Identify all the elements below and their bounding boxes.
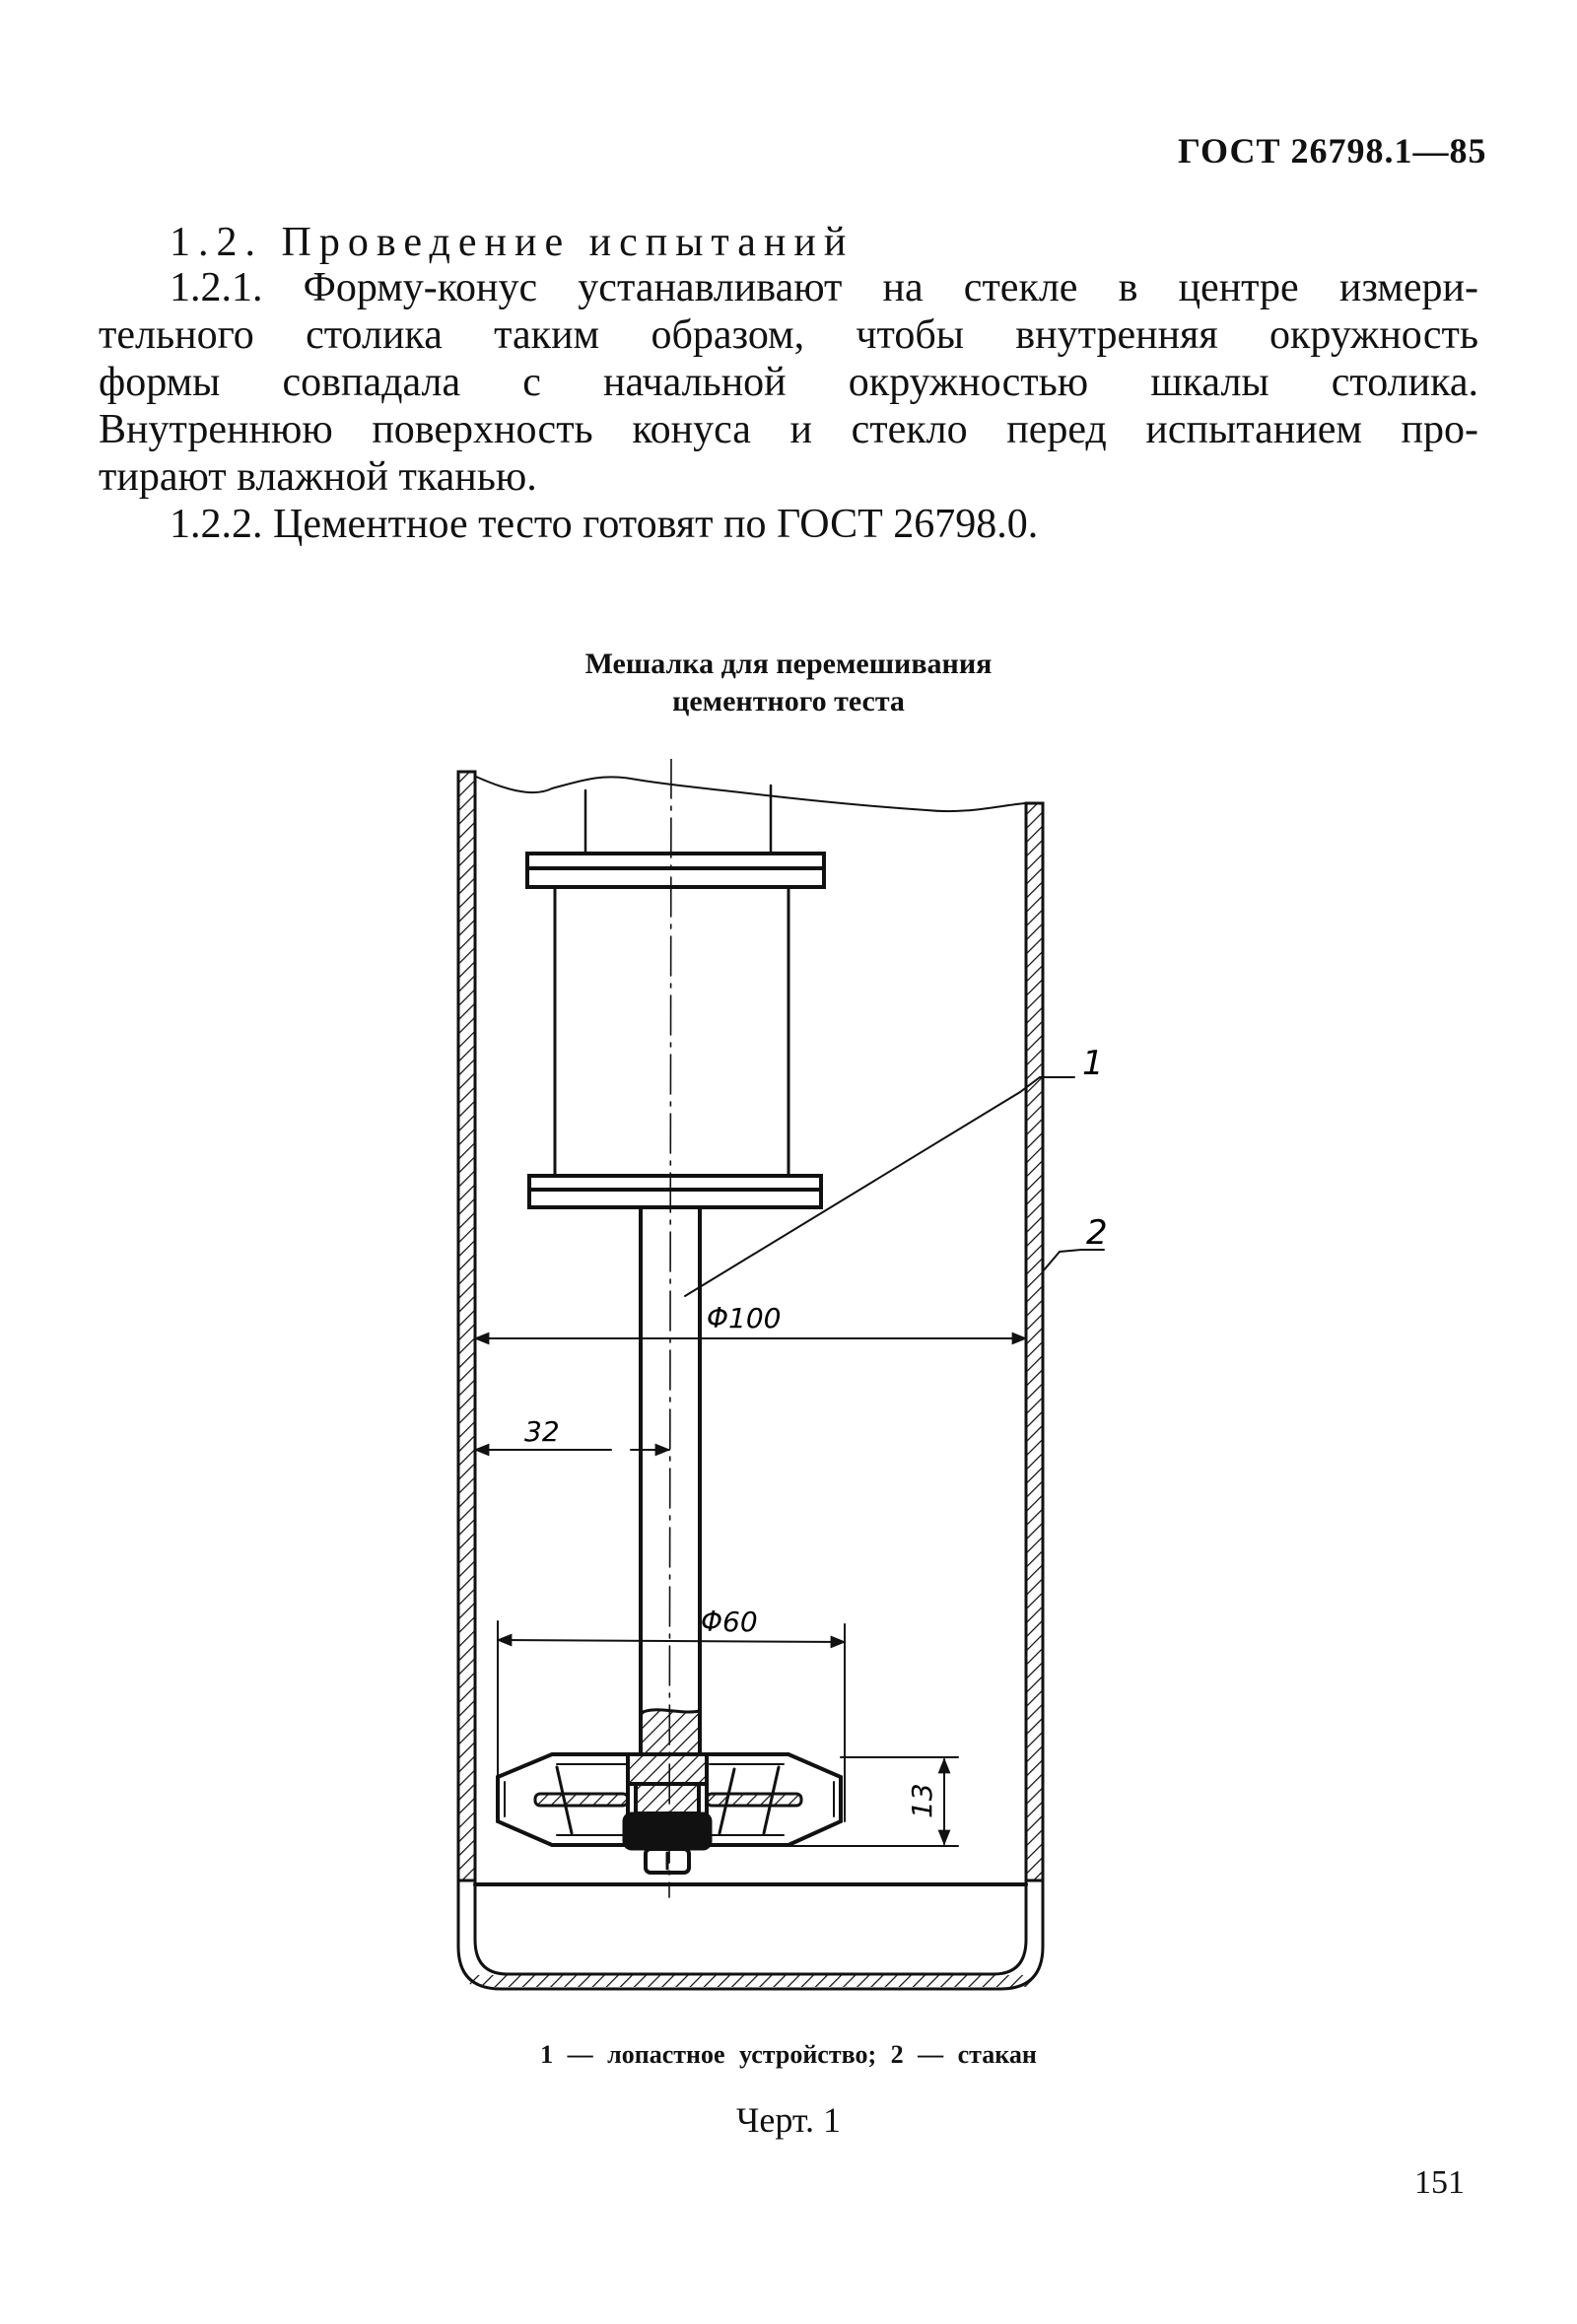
paragraph-line: Внутреннюю поверхность конуса и стекло перед испытанием про- (99, 407, 1478, 452)
dimension-impeller-diameter: Φ60 (701, 1606, 758, 1638)
figure-title (0, 646, 1577, 720)
dimension-impeller-height: 13 (906, 1783, 938, 1818)
paragraph-line: тельного столика таким образом, чтобы внутренняя окружность (99, 312, 1478, 358)
figure-title-line-2: цементного теста (672, 685, 905, 718)
figure-title-line-1: Мешалка для перемешивания (584, 648, 993, 680)
paragraph-line: формы совпадала с начальной окружностью шкалы столика. (99, 360, 1478, 405)
page-number: 151 (1414, 2164, 1465, 2201)
callout-label-1: 1 (1082, 1044, 1104, 1083)
dimension-offset: 32 (524, 1415, 560, 1448)
paragraph-line: тирают влажной тканью. (99, 454, 537, 500)
paragraph-line: 1.2.1. Форму-конус устанавливают на стекле в центре измери- (170, 265, 1478, 310)
standard-code-header: ГОСТ 26798.1—85 (1178, 131, 1487, 171)
mixer-drawing (434, 759, 1124, 2011)
mixer-technical-drawing (434, 759, 1124, 2011)
section-heading: 1.2. Проведение испытаний (170, 220, 855, 265)
figure-caption: 1 — лопастное устройство; 2 — стакан (540, 2040, 1037, 2069)
paragraph-1-2-2: 1.2.2. Цементное тесто готовят по ГОСТ 26798.0. (170, 502, 1039, 547)
drawing-number: Черт. 1 (736, 2100, 841, 2140)
dimension-cup-diameter: Φ100 (707, 1302, 782, 1334)
callout-label-2: 2 (1086, 1213, 1108, 1253)
